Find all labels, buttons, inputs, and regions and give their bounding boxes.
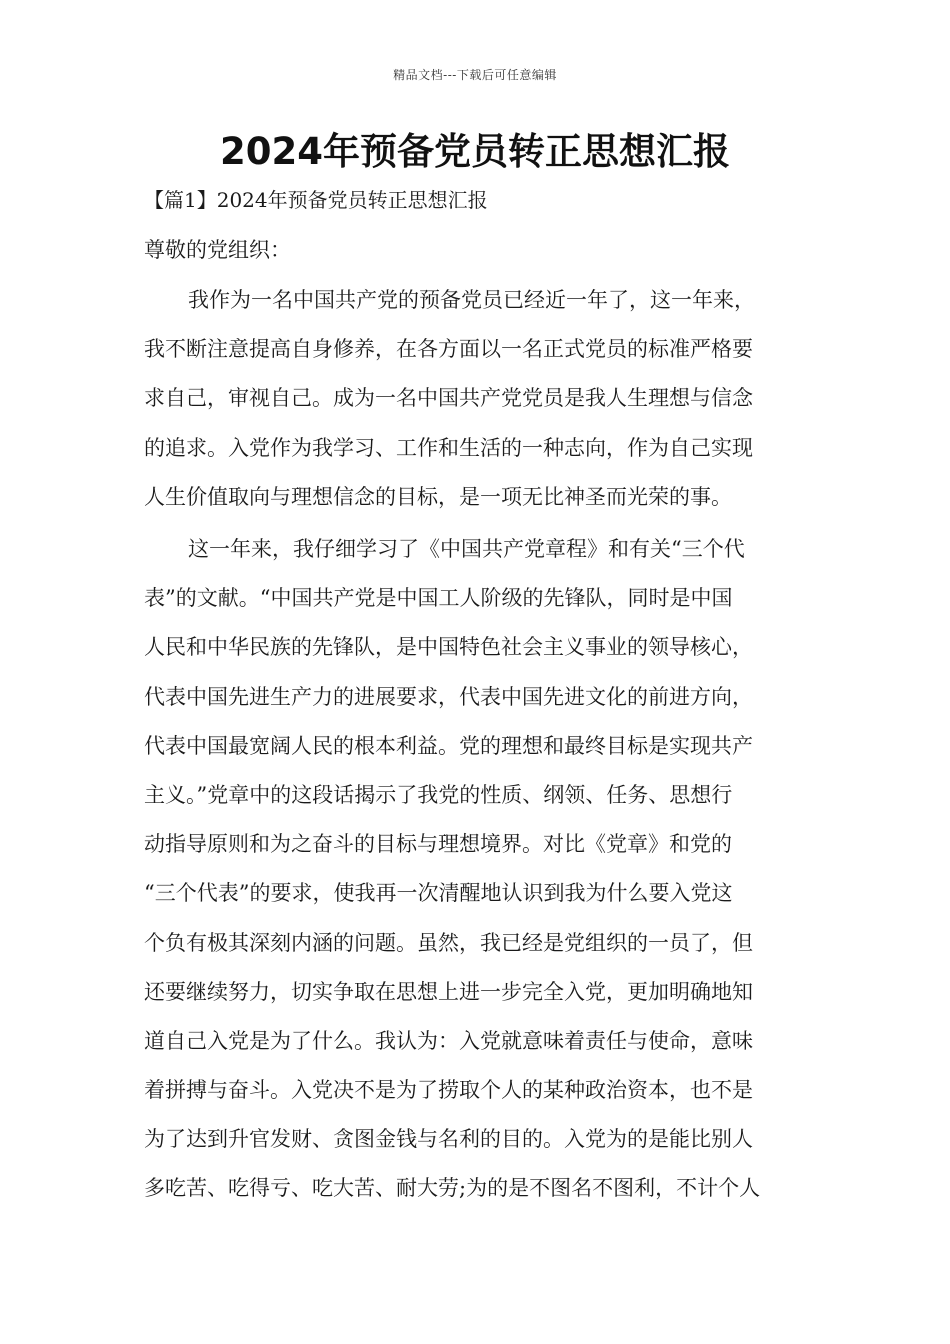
paragraph-line: 主义。”党章中的这段话揭示了我党的性质、纲领、任务、思想行 (144, 782, 733, 807)
paragraph-line: 着拼搏与奋斗。入党决不是为了捞取个人的某种政治资本，也不是 (144, 1078, 753, 1103)
paragraph-line: 还要继续努力，切实争取在思想上进一步完全入党，更加明确地知 (144, 979, 753, 1004)
document-title: 2024年预备党员转正思想汇报 (220, 130, 730, 173)
paragraph-line: “三个代表”的要求，使我再一次清醒地认识到我为什么要入党这 (144, 881, 733, 906)
paragraph-line: 这一年来，我仔细学习了《中国共产党章程》和有关“三个代 (188, 537, 745, 561)
section-heading: 【篇1】2024年预备党员转正思想汇报 (144, 188, 488, 212)
paragraph-line: 我不断注意提高自身修养，在各方面以一名正式党员的标准严格要 (144, 337, 753, 362)
salutation: 尊敬的党组织： (144, 238, 291, 262)
paragraph-line: 我作为一名中国共产党的预备党员已经近一年了，这一年来， (188, 288, 755, 312)
paragraph-line: 个负有极其深刻内涵的问题。虽然，我已经是党组织的一员了，但 (144, 930, 753, 955)
header-note: 精品文档---下载后可任意编辑 (393, 68, 557, 82)
paragraph-line: 动指导原则和为之奋斗的目标与理想境界。对比《党章》和党的 (144, 832, 732, 857)
paragraph-line: 求自己，审视自己。成为一名中国共产党党员是我人生理想与信念 (144, 386, 753, 411)
paragraph-line: 人民和中华民族的先锋队，是中国特色社会主义事业的领导核心， (144, 635, 753, 660)
paragraph-line: 人生价值取向与理想信念的目标，是一项无比神圣而光荣的事。 (144, 484, 732, 509)
paragraph-line: 表”的文献。“中国共产党是中国工人阶级的先锋队，同时是中国 (144, 586, 733, 611)
paragraph-line: 的追求。入党作为我学习、工作和生活的一种志向，作为自己实现 (144, 435, 753, 460)
paragraph-line: 为了达到升官发财、贪图金钱与名利的目的。入党为的是能比别人 (144, 1127, 753, 1152)
paragraph-line: 代表中国先进生产力的进展要求，代表中国先进文化的前进方向， (144, 684, 753, 709)
paragraph-2 (144, 525, 808, 1214)
paragraph-line: 道自己入党是为了什么。我认为：入党就意味着责任与使命，意味 (144, 1028, 753, 1053)
paragraph-line: 代表中国最宽阔人民的根本利益。党的理想和最终目标是实现共产 (144, 733, 753, 758)
paragraph-line: 多吃苦、吃得亏、吃大苦、耐大劳;为的是不图名不图利，不计个人 (144, 1176, 761, 1201)
paragraph-1 (144, 276, 808, 522)
